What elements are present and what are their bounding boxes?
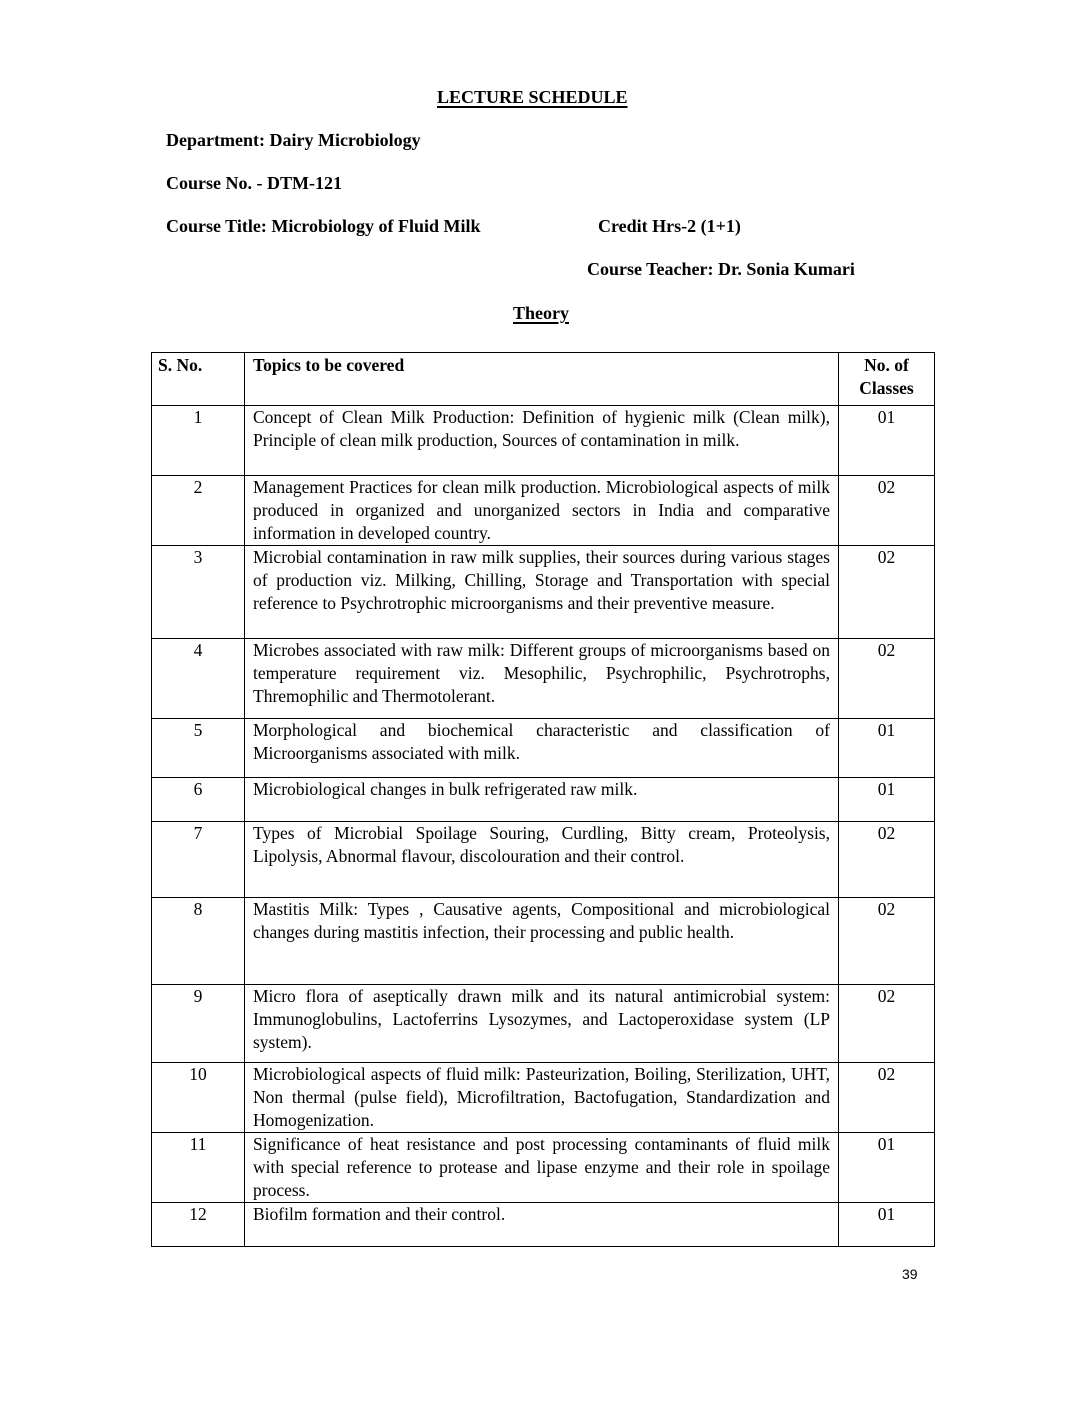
classes-count-cell: 02 [839,822,935,898]
classes-count-cell: 02 [839,476,935,546]
serial-number-cell: 1 [152,406,245,476]
table-row [152,898,935,985]
classes-count-cell: 02 [839,639,935,719]
column-header-sno: S. No. [152,353,245,406]
serial-number-cell: 6 [152,778,245,822]
table-row [152,1063,935,1133]
serial-number-cell: 11 [152,1133,245,1203]
table-row [152,639,935,719]
topic-cell: Microbiological aspects of fluid milk: Pasteurization, Boiling, Sterilization, UHT, Non thermal (pulse field), Microfiltration, Bactofugation, Standardization and Homogenization. [245,1063,839,1133]
serial-number-cell: 12 [152,1203,245,1247]
department-label: Department: Dairy Microbiology [166,130,421,150]
topic-cell: Significance of heat resistance and post processing contaminants of fluid milk with special reference to protease and lipase enzyme and their role in spoilage process. [245,1133,839,1203]
classes-count-cell: 01 [839,778,935,822]
table-row [152,406,935,476]
serial-number-cell: 4 [152,639,245,719]
topic-cell: Biofilm formation and their control. [245,1203,839,1247]
topic-cell: Microbes associated with raw milk: Different groups of microorganisms based on temperature requirement viz. Mesophilic, Psychrophilic, Psychrotrophs, Thremophilic and Thermotolerant. [245,639,839,719]
table-row [152,1203,935,1247]
section-heading-theory: Theory [513,303,569,323]
table-row [152,985,935,1063]
course-teacher-label: Course Teacher: Dr. Sonia Kumari [587,259,855,279]
serial-number-cell: 10 [152,1063,245,1133]
classes-count-cell: 02 [839,898,935,985]
topic-cell: Microbial contamination in raw milk supplies, their sources during various stages of production viz. Milking, Chilling, Storage and Transportation with special reference to Psychrotrophic microorganisms and their preventive measure. [245,546,839,639]
classes-count-cell: 01 [839,719,935,778]
classes-count-cell: 02 [839,546,935,639]
serial-number-cell: 8 [152,898,245,985]
classes-count-cell: 01 [839,406,935,476]
course-title-label: Course Title: Microbiology of Fluid Milk [166,216,481,236]
topic-cell: Micro flora of aseptically drawn milk and its natural antimicrobial system: Immunoglobulins, Lactoferrins Lysozymes, and Lactoperoxidase system (LP system). [245,985,839,1063]
table-row [152,546,935,639]
serial-number-cell: 2 [152,476,245,546]
classes-count-cell: 02 [839,985,935,1063]
topic-cell: Morphological and biochemical characteristic and classification of Microorganisms associated with milk. [245,719,839,778]
serial-number-cell: 9 [152,985,245,1063]
credit-hours-label: Credit Hrs-2 (1+1) [598,216,741,236]
course-number-label: Course No. - DTM-121 [166,173,342,193]
topic-cell: Mastitis Milk: Types , Causative agents, Compositional and microbiological changes during mastitis infection, their processing and public health. [245,898,839,985]
lecture-schedule-table [151,352,935,1247]
table-header-row [152,353,935,406]
topic-cell: Management Practices for clean milk production. Microbiological aspects of milk produced in organized and unorganized sectors in India and comparative information in developed country. [245,476,839,546]
classes-count-cell: 01 [839,1203,935,1247]
page-title: LECTURE SCHEDULE [437,87,628,107]
table-row [152,778,935,822]
serial-number-cell: 5 [152,719,245,778]
topic-cell: Microbiological changes in bulk refrigerated raw milk. [245,778,839,822]
serial-number-cell: 7 [152,822,245,898]
classes-count-cell: 01 [839,1133,935,1203]
serial-number-cell: 3 [152,546,245,639]
table-row [152,719,935,778]
table-row [152,476,935,546]
column-header-classes-text: No. of Classes [859,355,914,398]
page-number: 39 [902,1266,918,1282]
topic-cell: Concept of Clean Milk Production: Definition of hygienic milk (Clean milk), Principle of clean milk production, Sources of contamination in milk. [245,406,839,476]
table-row [152,1133,935,1203]
table-row [152,822,935,898]
column-header-classes [839,353,935,406]
topic-cell: Types of Microbial Spoilage Souring, Curdling, Bitty cream, Proteolysis, Lipolysis, Abnormal flavour, discolouration and their control. [245,822,839,898]
column-header-topics: Topics to be covered [245,353,839,406]
classes-count-cell: 02 [839,1063,935,1133]
